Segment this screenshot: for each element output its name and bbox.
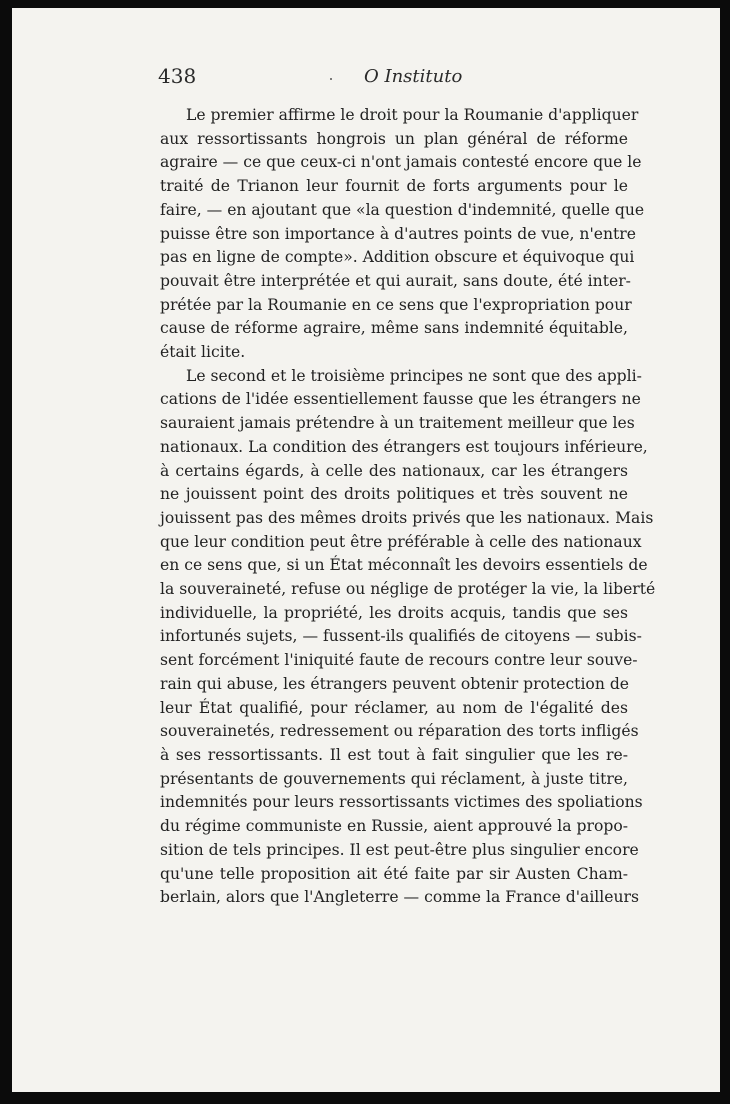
text-line: jouissent pas des mêmes droits privés que les nationaux. Mais xyxy=(160,508,654,527)
text-line: cations de l'idée essentiellement fausse que les étrangers ne xyxy=(160,390,641,409)
text-line: du régime communiste en Russie, aient approuvé la propo- xyxy=(160,817,628,836)
text-line: indemnités pour leurs ressortissants victimes des spoliations xyxy=(160,793,643,812)
text-line: cause de réforme agraire, même sans indemnité équitable, xyxy=(160,319,628,338)
text-line: puisse être son importance à d'autres points de vue, n'entre xyxy=(160,224,636,243)
text-line: sauraient jamais prétendre à un traitement meilleur que les xyxy=(160,414,635,433)
text-line: la souveraineté, refuse ou néglige de protéger la vie, la liberté xyxy=(160,580,656,599)
text-line: sition de tels principes. Il est peut-être plus singulier encore xyxy=(160,840,639,859)
text-line: individuelle, la propriété, les droits acquis, tandis que ses xyxy=(160,603,628,622)
text-line: en ce sens que, si un État méconnaît les devoirs essentiels de xyxy=(160,556,648,575)
running-title: O Instituto xyxy=(364,66,463,87)
text-line: Le second et le troisième principes ne sont que des appli- xyxy=(186,366,642,385)
text-line: souverainetés, redressement ou réparation des torts infligés xyxy=(160,722,639,741)
text-line: prétée par la Roumanie en ce sens que l'expropriation pour xyxy=(160,295,632,314)
paragraph-1 xyxy=(160,104,645,365)
text-line: rain qui abuse, les étrangers peuvent obtenir protection de xyxy=(160,674,630,693)
text-line: aux ressortissants hongrois un plan général de réforme xyxy=(160,129,628,148)
body-text xyxy=(160,104,656,910)
page-header xyxy=(146,62,640,92)
text-line: infortunés sujets, — fussent-ils qualifiés de citoyens — subis- xyxy=(160,627,642,646)
text-line: qu'une telle proposition ait été faite par sir Austen Cham- xyxy=(160,864,628,883)
text-line: pas en ligne de compte». Addition obscure et équivoque qui xyxy=(160,248,635,267)
text-line: Le premier affirme le droit pour la Roumanie d'appliquer xyxy=(186,106,639,124)
page-number: 438 xyxy=(158,64,197,88)
text-line: ne jouissent point des droits politiques et très souvent ne xyxy=(160,485,628,504)
text-line: présentants de gouvernements qui réclament, à juste titre, xyxy=(160,769,628,788)
paragraph-2 xyxy=(160,365,656,910)
text-line: pouvait être interprétée et qui aurait, sans doute, été inter- xyxy=(160,271,631,290)
text-line: nationaux. La condition des étrangers est toujours inférieure, xyxy=(160,437,648,456)
text-line: agraire — ce que ceux-ci n'ont jamais contesté encore que le xyxy=(160,153,642,172)
text-line: traité de Trianon leur fournit de forts arguments pour le xyxy=(160,177,628,196)
text-line: faire, — en ajoutant que «la question d'indemnité, quelle que xyxy=(160,200,645,219)
text-line: était licite. xyxy=(160,343,246,362)
text-line: sent forcément l'iniquité faute de recours contre leur souve- xyxy=(160,651,638,670)
scan-speck xyxy=(330,78,332,80)
text-line: que leur condition peut être préférable à celle des nationaux xyxy=(160,532,642,551)
text-line: leur État qualifié, pour réclamer, au nom de l'égalité des xyxy=(160,698,628,717)
text-line: berlain, alors que l'Angleterre — comme la France d'ailleurs xyxy=(160,888,640,907)
text-line: à certains égards, à celle des nationaux, car les étrangers xyxy=(160,461,628,480)
text-line: à ses ressortissants. Il est tout à fait singulier que les re- xyxy=(160,745,628,764)
